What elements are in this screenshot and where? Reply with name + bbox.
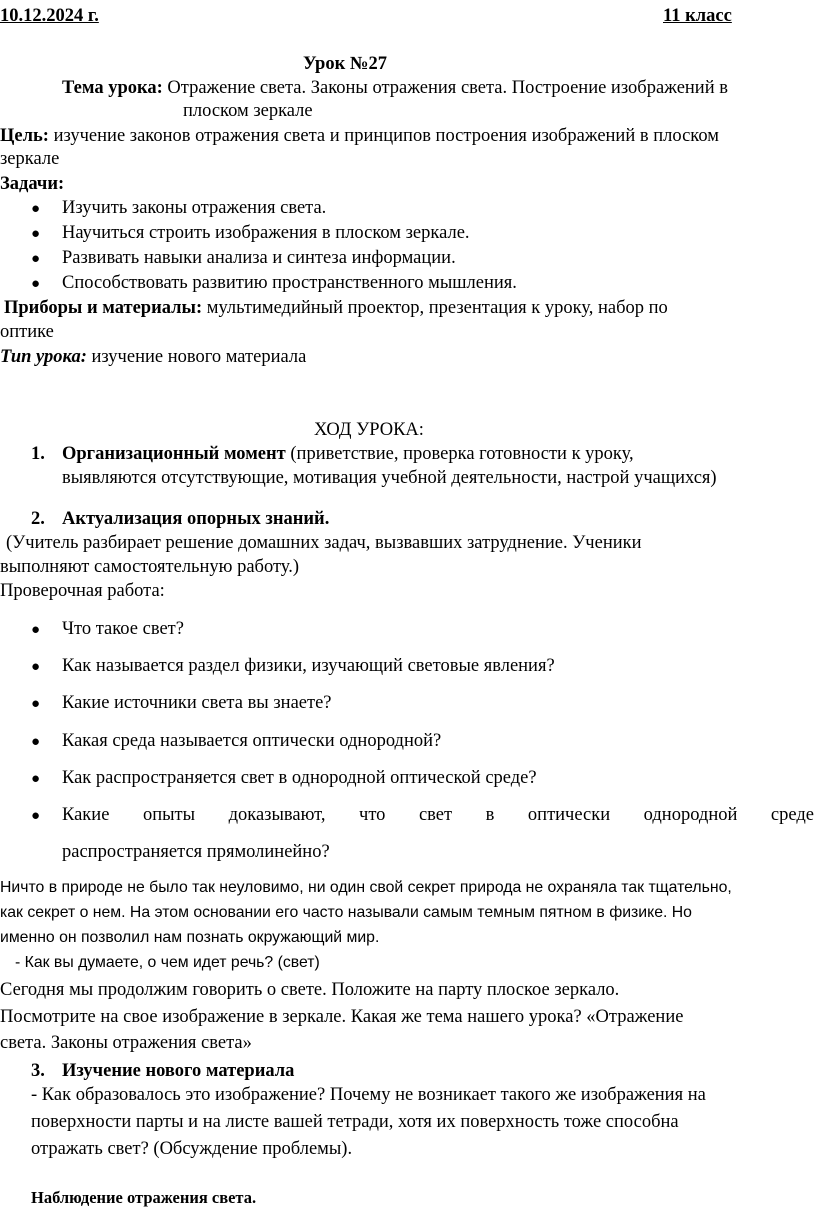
bullet-icon: ● xyxy=(31,808,41,824)
question-item-continued: распространяется прямолинейно? xyxy=(62,842,330,862)
lesson-type-line xyxy=(0,345,306,369)
step2-title: Актуализация опорных знаний. xyxy=(62,509,330,529)
question-word: опыты xyxy=(142,805,196,825)
bullet-icon: ● xyxy=(31,771,41,787)
goal-line-1 xyxy=(0,124,719,148)
lesson-type-value: изучение нового материала xyxy=(91,347,307,367)
step1-text-2: выявляются отсутствующие, мотивация учебной деятельности, настрой учащихся) xyxy=(62,468,717,488)
step1-number: 1. xyxy=(31,444,45,464)
materials-text-2: оптике xyxy=(0,322,54,342)
step2-text-2: выполняют самостоятельную работу.) xyxy=(0,557,299,577)
bullet-icon: ● xyxy=(31,251,41,267)
question-item: Что такое свет? xyxy=(62,619,184,639)
step3-number: 3. xyxy=(31,1061,45,1081)
today-line-1: Сегодня мы продолжим говорить о свете. Положите на парту плоское зеркало. xyxy=(0,980,620,1000)
bullet-icon: ● xyxy=(31,622,41,638)
question-word: оптически xyxy=(527,805,611,825)
topic-line-1 xyxy=(62,76,728,100)
goal-text-1: изучение законов отражения света и принципов построения изображений в плоском xyxy=(53,126,719,146)
goal-text-2: зеркале xyxy=(0,149,60,169)
task-item: Научиться строить изображения в плоском зеркале. xyxy=(62,223,470,243)
step1-text-1: (приветствие, проверка готовности к уроку, xyxy=(290,444,634,464)
materials-label: Приборы и материалы: xyxy=(4,298,203,318)
task-item: Способствовать развитию пространственного мышления. xyxy=(62,273,517,293)
step3-text-1: - Как образовалось это изображение? Почему не возникает такого же изображения на xyxy=(31,1085,706,1105)
grade-label: 11 класс xyxy=(663,6,732,26)
riddle-line-1: Ничто в природе не было так неуловимо, ни один свой секрет природа не охраняла так тщательно, xyxy=(0,879,732,896)
bullet-icon: ● xyxy=(31,276,41,292)
question-item: Какие источники света вы знаете? xyxy=(62,693,332,713)
topic-text-1: Отражение света. Законы отражения света. Построение изображений в xyxy=(167,78,728,98)
riddle-line-2: как секрет о нем. На этом основании его часто называли самым темным пятном в физике. Но xyxy=(0,904,692,921)
riddle-question: - Как вы думаете, о чем идет речь? (свет) xyxy=(15,954,320,971)
question-item-justified xyxy=(62,803,814,827)
today-line-3: света. Законы отражения света» xyxy=(0,1033,252,1053)
question-item: Как распространяется свет в однородной оптической среде? xyxy=(62,768,537,788)
question-item: Какая среда называется оптически однородной? xyxy=(62,731,442,751)
course-heading: ХОД УРОКА: xyxy=(314,420,424,440)
step3-title: Изучение нового материала xyxy=(62,1061,295,1081)
lesson-title: Урок №27 xyxy=(303,54,387,74)
question-word: в xyxy=(485,805,495,825)
step3-text-2: поверхности парты и на листе вашей тетради, хотя их поверхность тоже способна xyxy=(31,1112,679,1132)
tasks-label: Задачи: xyxy=(0,174,65,194)
bullet-icon: ● xyxy=(31,201,41,217)
goal-label: Цель: xyxy=(0,126,49,146)
step1-title: Организационный момент xyxy=(62,444,286,464)
question-word: что xyxy=(359,805,386,825)
today-line-2: Посмотрите на свое изображение в зеркале. Какая же тема нашего урока? «Отражение xyxy=(0,1007,684,1027)
step3-text-3: отражать свет? (Обсуждение проблемы). xyxy=(31,1139,353,1159)
riddle-line-3: именно он позволил нам познать окружающий мир. xyxy=(0,929,380,946)
bullet-icon: ● xyxy=(31,659,41,675)
task-item: Развивать навыки анализа и синтеза информации. xyxy=(62,248,456,268)
question-item: Как называется раздел физики, изучающий световые явления? xyxy=(62,656,555,676)
question-word: свет xyxy=(418,805,453,825)
question-word: среде xyxy=(770,805,814,825)
question-word: однородной xyxy=(643,805,738,825)
step1-line-1 xyxy=(62,442,634,466)
task-item: Изучить законы отражения света. xyxy=(62,198,327,218)
bullet-icon: ● xyxy=(31,734,41,750)
question-word: доказывают, xyxy=(228,805,326,825)
step2-text-1: (Учитель разбирает решение домашних задач, вызвавших затруднение. Ученики xyxy=(6,533,642,553)
bullet-icon: ● xyxy=(31,696,41,712)
observation-heading: Наблюдение отражения света. xyxy=(31,1188,257,1207)
bullet-icon: ● xyxy=(31,226,41,242)
question-word: Какие xyxy=(62,805,110,825)
lesson-type-label: Тип урока: xyxy=(0,347,87,367)
check-label: Проверочная работа: xyxy=(0,581,165,601)
step2-number: 2. xyxy=(31,509,45,529)
materials-text-1: мультимедийный проектор, презентация к уроку, набор по xyxy=(206,298,668,318)
topic-label: Тема урока: xyxy=(62,78,163,98)
topic-text-2: плоском зеркале xyxy=(183,101,313,121)
lesson-date: 10.12.2024 г. xyxy=(0,6,99,26)
materials-line-1 xyxy=(4,296,668,320)
